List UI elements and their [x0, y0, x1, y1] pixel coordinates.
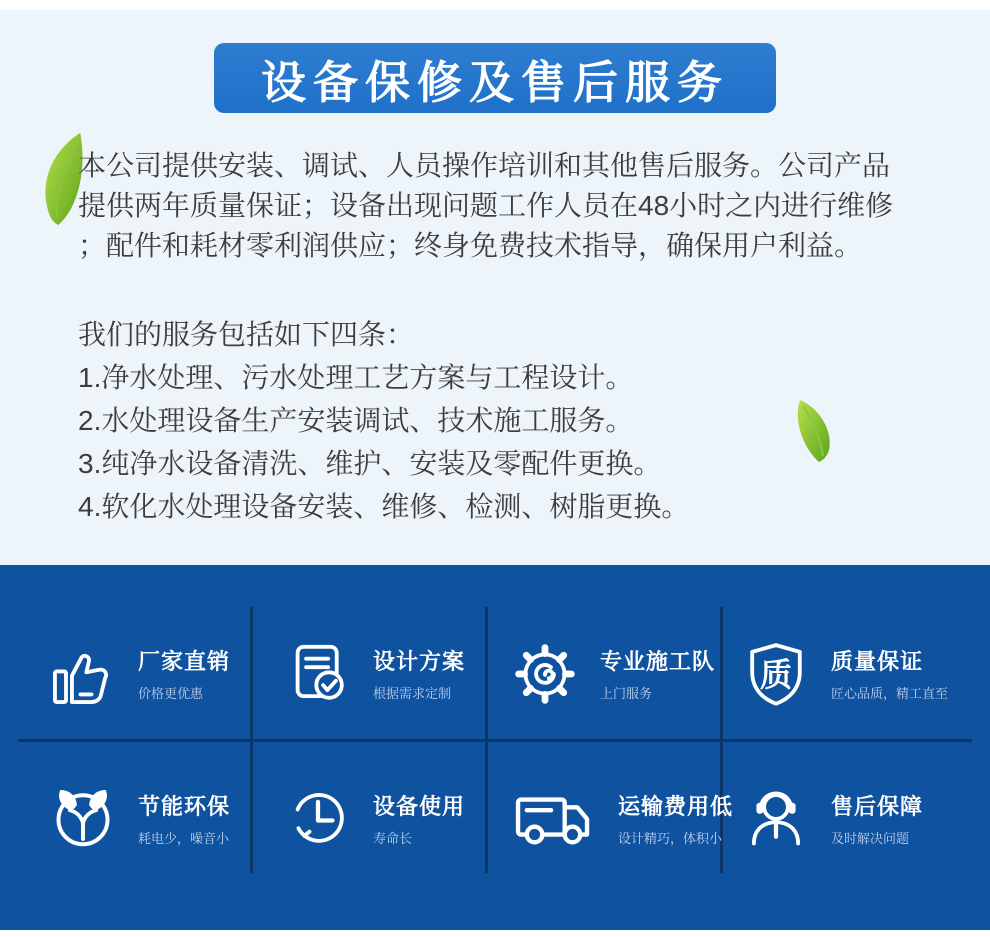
shield-character: 质: [759, 656, 793, 693]
intro-line: ；配件和耗材零利润供应；终身免费技术指导，确保用户利益。: [78, 230, 863, 261]
intro-line: 本公司提供安装、调试、人员操作培训和其他售后服务。公司产品: [78, 150, 891, 181]
feature-card-construction-team: [486, 565, 721, 740]
eco-plant-icon: [48, 783, 118, 853]
promo-header-banner: [214, 43, 776, 113]
thumbs-up-icon: [48, 639, 118, 709]
feature-subtitle: 根据需求定制: [373, 686, 452, 701]
feature-title: 设备使用: [373, 793, 466, 819]
feature-card-factory-direct: [0, 565, 251, 740]
intro-paragraph: [78, 146, 938, 266]
feature-subtitle: 设计精巧，体积小: [618, 830, 723, 846]
feature-title: 售后保障: [831, 793, 924, 819]
feature-title: 质量保证: [831, 649, 924, 674]
features-panel: [0, 565, 990, 930]
feature-card-eco-friendly: [0, 740, 251, 930]
gear-icon: [510, 639, 580, 709]
headset-icon: [741, 783, 811, 853]
feature-card-equipment-life: [251, 740, 486, 930]
feature-subtitle: 上门服务: [600, 686, 653, 701]
bottom-white-strip: [0, 930, 990, 937]
service-list-item: 4.软化水处理设备安装、维修、检测、树脂更换。: [78, 491, 690, 522]
service-list-item: 1.净水处理、污水处理工艺方案与工程设计。: [78, 362, 634, 393]
service-list-heading: 我们的服务包括如下四条：: [78, 319, 415, 350]
feature-title: 运输费用低: [618, 793, 734, 819]
service-list: [78, 313, 938, 528]
document-check-icon: [283, 639, 353, 709]
feature-subtitle: 及时解决问题: [831, 830, 910, 846]
clock-icon: [283, 783, 353, 853]
service-list-item: 3.纯净水设备清洗、维护、安装及零配件更换。: [78, 448, 662, 479]
intro-section: [0, 10, 990, 565]
feature-title: 设计方案: [373, 649, 466, 674]
feature-title: 专业施工队: [600, 649, 716, 674]
feature-card-quality-guarantee: [721, 565, 990, 740]
feature-card-after-sales: [721, 740, 990, 930]
banner-title: 设备保修及售后服务: [260, 56, 729, 108]
feature-title: 厂家直销: [138, 649, 231, 674]
service-list-item: 2.水处理设备生产安装调试、技术施工服务。: [78, 405, 634, 436]
feature-card-low-shipping: [486, 740, 734, 930]
intro-line: 提供两年质量保证；设备出现问题工作人员在48小时之内进行维修: [78, 190, 894, 221]
feature-subtitle: 寿命长: [373, 830, 413, 846]
features-grid: [0, 565, 990, 930]
feature-subtitle: 匠心品质，精工直至: [831, 686, 949, 701]
feature-subtitle: 价格更优惠: [138, 686, 204, 701]
feature-title: 节能环保: [138, 793, 231, 819]
quality-shield-icon: [741, 639, 811, 709]
truck-icon: [510, 783, 598, 853]
feature-card-design-plan: [251, 565, 486, 740]
feature-subtitle: 耗电少，噪音小: [138, 830, 230, 846]
